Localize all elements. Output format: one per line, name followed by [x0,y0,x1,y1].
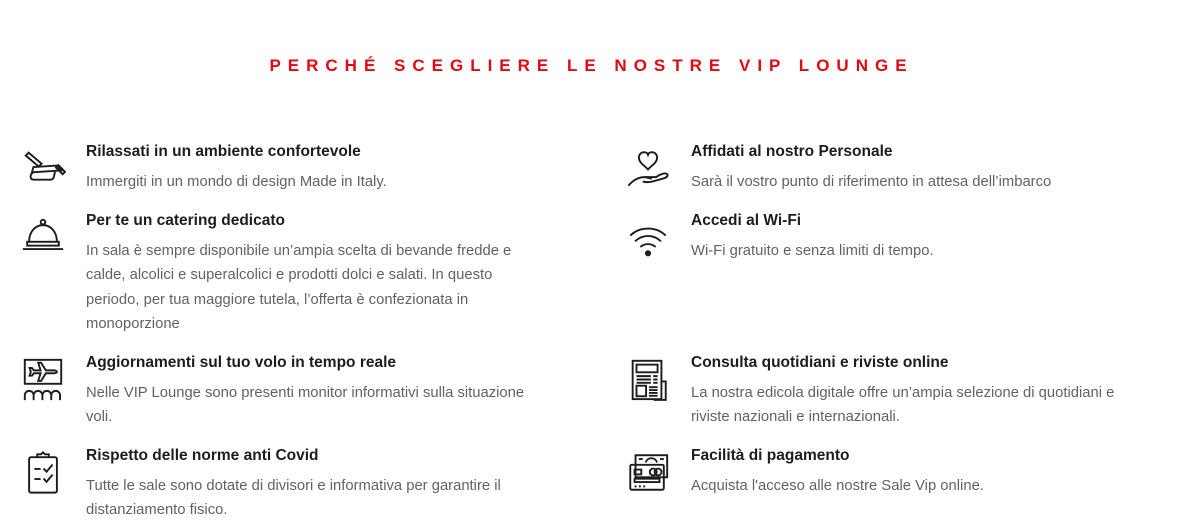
features-grid [0,140,1183,523]
feature-flight-updates [20,351,530,430]
wifi-icon [625,214,671,260]
feature-wifi [625,209,1135,337]
section-title: PERCHÉ SCEGLIERE LE NOSTRE VIP LOUNGE [269,56,914,75]
feature-title: Aggiornamenti sul tuo volo in tempo reale [86,353,397,371]
lounge-chair-icon [20,145,66,191]
catering-cloche-icon [20,214,66,260]
feature-title: Rispetto delle norme anti Covid [86,446,319,464]
payment-card-icon [625,449,671,495]
newspaper-icon [625,356,671,402]
feature-description: Sarà il vostro punto di riferimento in attesa dell’imbarco [691,174,1052,190]
feature-description: Wi-Fi gratuito e senza limiti di tempo. [691,242,934,259]
feature-title: Affidati al nostro Personale [691,143,893,160]
covid-checklist-icon [20,449,66,495]
hand-heart-icon [625,145,671,191]
feature-description: Immergiti in un mondo di design Made in Italy. [86,174,387,190]
feature-description: Acquista l'acceso alle nostre Sale Vip online. [691,477,984,494]
feature-description: Nelle VIP Lounge sono presenti monitor informativi sulla situazione voli. [86,384,525,425]
feature-description: Tutte le sale sono dotate di divisori e informativa per garantire il distanziamento fisico. [86,477,501,518]
feature-description: La nostra edicola digitale offre un’ampia selezione di quotidiani e riviste nazionali e internazionali. [691,384,1115,425]
flight-monitor-icon [20,356,66,402]
feature-title: Accedi al Wi-Fi [691,211,802,229]
feature-catering [20,209,530,337]
feature-covid [20,444,530,523]
feature-description: In sala è sempre disponibile un’ampia scelta di bevande fredde e calde, alcolici e superalcolici e prodotti dolci e salati. In questo periodo, per tua maggiore tutela, l’offerta è confezionata in monoporzione [86,242,512,332]
feature-title: Facilità di pagamento [691,446,850,464]
feature-personale [625,140,1135,195]
feature-title: Per te un catering dedicato [86,211,285,229]
feature-newspapers [625,351,1135,430]
feature-title: Consulta quotidiani e riviste online [691,353,949,371]
feature-payment [625,444,1135,523]
feature-relax [20,140,530,195]
feature-title: Rilassati in un ambiente confortevole [86,143,361,160]
